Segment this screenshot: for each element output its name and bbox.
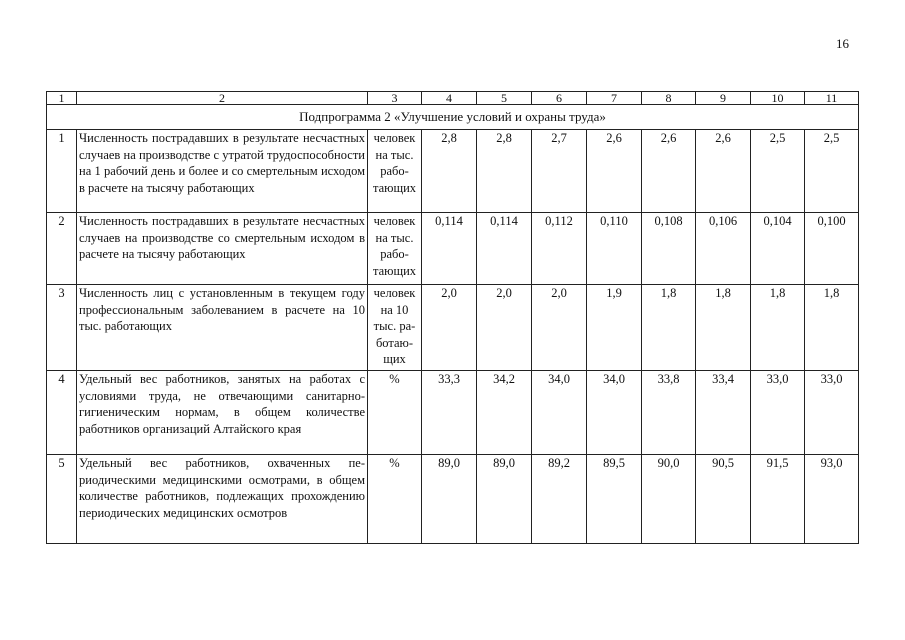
value-cell: 0,108 [642, 213, 696, 285]
value-cell: 2,5 [751, 130, 805, 213]
subprogram-title: Подпрограмма 2 «Улучшение условий и охраны труда» [47, 105, 859, 130]
column-number: 8 [642, 92, 696, 105]
indicator-name: Численность пострадавших в результате несчастных случаев на производстве со смертельным исходом в расчете на тысячу работающих [77, 213, 368, 285]
value-cell: 2,6 [587, 130, 642, 213]
value-cell: 33,4 [696, 371, 751, 455]
value-cell: 1,8 [751, 285, 805, 371]
page-number: 16 [836, 36, 849, 51]
indicator-name: Удельный вес работников, охваченных периодическими медицинскими осмотрами, в общем количестве работников, подлежащих прохождению периодических медицинских осмотров [77, 455, 368, 544]
value-cell: 0,114 [477, 213, 532, 285]
value-cell: 1,9 [587, 285, 642, 371]
unit-cell: % [368, 455, 422, 544]
value-cell: 0,114 [422, 213, 477, 285]
value-cell: 33,0 [805, 371, 859, 455]
value-cell: 1,8 [696, 285, 751, 371]
unit-cell: человек на тыс. работающих [368, 213, 422, 285]
column-number: 11 [805, 92, 859, 105]
value-cell: 2,6 [642, 130, 696, 213]
value-cell: 2,0 [422, 285, 477, 371]
value-cell: 89,2 [532, 455, 587, 544]
value-cell: 2,0 [477, 285, 532, 371]
value-cell: 2,7 [532, 130, 587, 213]
value-cell: 34,0 [532, 371, 587, 455]
column-number: 4 [422, 92, 477, 105]
column-number: 6 [532, 92, 587, 105]
value-cell: 0,104 [751, 213, 805, 285]
value-cell: 89,5 [587, 455, 642, 544]
subprogram-row [47, 105, 859, 130]
table-row [47, 285, 859, 371]
column-number: 1 [47, 92, 77, 105]
value-cell: 89,0 [422, 455, 477, 544]
table-row [47, 130, 859, 213]
indicator-name: Численность пострадавших в результате несчастных случаев на производстве с утратой трудоспособности на 1 рабочий день и более и со смертельным исходом в расчете на тысячу работающих [77, 130, 368, 213]
column-number: 2 [77, 92, 368, 105]
row-number: 2 [47, 213, 77, 285]
value-cell: 33,3 [422, 371, 477, 455]
row-number: 3 [47, 285, 77, 371]
value-cell: 33,0 [751, 371, 805, 455]
value-cell: 0,106 [696, 213, 751, 285]
value-cell: 1,8 [805, 285, 859, 371]
value-cell: 0,112 [532, 213, 587, 285]
value-cell: 91,5 [751, 455, 805, 544]
value-cell: 2,8 [422, 130, 477, 213]
row-number: 5 [47, 455, 77, 544]
value-cell: 34,2 [477, 371, 532, 455]
unit-cell: человек на 10 тыс. работающих [368, 285, 422, 371]
column-number: 9 [696, 92, 751, 105]
value-cell: 93,0 [805, 455, 859, 544]
table-row [47, 455, 859, 544]
value-cell: 2,8 [477, 130, 532, 213]
indicators-table [46, 91, 859, 544]
unit-cell: % [368, 371, 422, 455]
table-row [47, 371, 859, 455]
value-cell: 90,5 [696, 455, 751, 544]
value-cell: 33,8 [642, 371, 696, 455]
column-number: 3 [368, 92, 422, 105]
value-cell: 34,0 [587, 371, 642, 455]
indicator-name: Численность лиц с установленным в текущем году профессиональным заболеванием в расчете на 10 тыс. работающих [77, 285, 368, 371]
row-number: 4 [47, 371, 77, 455]
value-cell: 0,110 [587, 213, 642, 285]
value-cell: 2,0 [532, 285, 587, 371]
column-number-row [47, 92, 859, 105]
table-row [47, 213, 859, 285]
row-number: 1 [47, 130, 77, 213]
value-cell: 90,0 [642, 455, 696, 544]
value-cell: 2,6 [696, 130, 751, 213]
value-cell: 0,100 [805, 213, 859, 285]
indicator-name: Удельный вес работников, занятых на работах с условиями труда, не отвечающими санитарно-гигиеническим нормам, в общем количестве работников организаций Алтайского края [77, 371, 368, 455]
column-number: 10 [751, 92, 805, 105]
column-number: 5 [477, 92, 532, 105]
value-cell: 89,0 [477, 455, 532, 544]
unit-cell: человек на тыс. работающих [368, 130, 422, 213]
column-number: 7 [587, 92, 642, 105]
value-cell: 1,8 [642, 285, 696, 371]
value-cell: 2,5 [805, 130, 859, 213]
